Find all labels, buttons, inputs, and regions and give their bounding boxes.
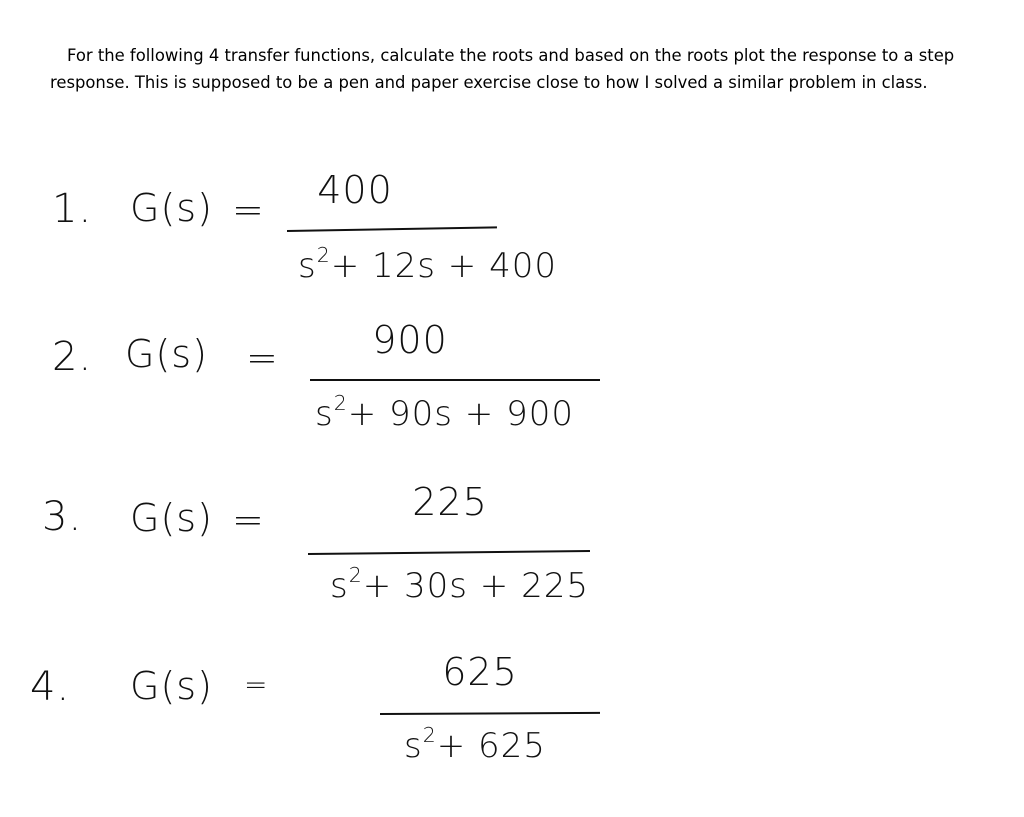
equals-sign: =: [246, 336, 279, 380]
function-label: G(s): [130, 664, 213, 708]
function-label: G(s): [130, 186, 213, 230]
denominator: $s^2+ 30s + 225$: [330, 562, 589, 606]
problem-number: 4.: [30, 664, 71, 710]
function-label: G(s): [125, 332, 208, 376]
numerator: 225: [412, 480, 488, 524]
problem-number: 1.: [52, 186, 93, 232]
equals-sign: =: [232, 498, 265, 542]
denominator: $s^2+ 90s + 900$: [315, 390, 574, 434]
problem-number: 2.: [52, 334, 93, 380]
fraction-bar: [287, 226, 497, 232]
numerator: 625: [442, 650, 518, 694]
fraction-bar: [380, 712, 600, 715]
numerator: 400: [317, 168, 393, 212]
denominator: $s^2+ 625$: [404, 722, 546, 766]
fraction-bar: [310, 379, 600, 381]
problem-statement: For the following 4 transfer functions, calculate the roots and based on the roots plot the response to a step response. This is supposed to be a pen and paper exercise close to how I solved a similar problem in class.: [50, 46, 955, 92]
equals-sign: =: [244, 668, 269, 701]
problem-number: 3.: [42, 494, 83, 540]
denominator: $s^2+ 12s + 400$: [298, 242, 557, 286]
function-label: G(s): [130, 496, 213, 540]
numerator: 900: [372, 318, 448, 362]
equals-sign: =: [232, 188, 265, 232]
fraction-bar: [308, 550, 590, 555]
